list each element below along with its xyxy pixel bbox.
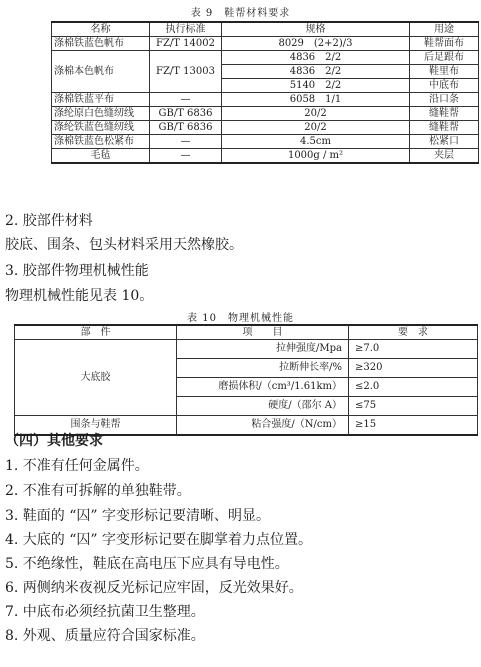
material-use: 沿口条 — [410, 93, 479, 107]
list-item: 8. 外观、质量应符合国家标准。 — [5, 628, 205, 644]
material-standard: — — [150, 149, 222, 164]
material-use: 夹层 — [410, 149, 479, 164]
table10-header-part: 部 件 — [15, 325, 177, 340]
material-spec: 8029 (2+2)/3 — [222, 37, 410, 51]
table10-header-requirement: 要 求 — [349, 325, 478, 340]
list-item: 6. 两侧纳米夜视反光标记应牢固，反光效果好。 — [5, 580, 303, 596]
list-item: 7. 中底布必须经抗菌卫生整理。 — [5, 604, 205, 620]
material-use: 缝鞋帮 — [410, 107, 479, 121]
table9-caption: 表 9 鞋帮材料要求 — [190, 8, 291, 19]
material-name: 涤纶原白色缝纫线 — [52, 107, 150, 121]
component-name: 大底胶 — [15, 340, 177, 416]
material-name: 涤棉铁蓝平布 — [52, 93, 150, 107]
table10-header-item: 项 目 — [177, 325, 349, 340]
material-use: 后足跟布 — [410, 51, 479, 65]
material-use: 鞋帮面布 — [410, 37, 479, 51]
list-item: 4. 大底的 “囚” 字变形标记要在脚掌着力点位置。 — [5, 532, 313, 548]
section3-body: 物理机械性能见表 10。 — [5, 288, 154, 304]
table-row — [52, 37, 479, 51]
property-requirement: ≥15 — [349, 416, 478, 435]
property-item: 拉伸强度/Mpa — [177, 340, 349, 359]
material-standard: FZ/T 13003 — [150, 51, 222, 93]
material-standard: GB/T 6836 — [150, 121, 222, 135]
table9-header-spec: 规格 — [222, 22, 410, 37]
table10-caption: 表 10 物理机械性能 — [187, 313, 294, 324]
material-spec: 5140 2/2 — [222, 79, 410, 93]
section3-heading: 3. 胶部件物理机械性能 — [5, 263, 149, 279]
component-name: 围条与鞋帮 — [15, 416, 177, 435]
material-spec: 20/2 — [222, 107, 410, 121]
table9-header-use: 用途 — [410, 22, 479, 37]
table-row — [52, 51, 479, 65]
list-item: 2. 不准有可拆解的单独鞋带。 — [5, 483, 191, 499]
table9-header-row — [52, 22, 479, 37]
other-requirements-heading: （四）其他要求 — [5, 433, 103, 449]
table-row — [52, 107, 479, 121]
property-item: 硬度/（邵尔 A） — [177, 397, 349, 416]
material-name: 毛毡 — [52, 149, 150, 164]
material-spec: 4836 2/2 — [222, 51, 410, 65]
material-spec: 4836 2/2 — [222, 65, 410, 79]
table-row — [52, 121, 479, 135]
material-standard: — — [150, 93, 222, 107]
material-name: 涤棉铁蓝色松紧布 — [52, 135, 150, 149]
table-row — [52, 93, 479, 107]
property-requirement: ≤75 — [349, 397, 478, 416]
table9-header-name: 名称 — [52, 22, 150, 37]
material-spec: 20/2 — [222, 121, 410, 135]
property-requirement: ≤2.0 — [349, 378, 478, 397]
material-standard: FZ/T 14002 — [150, 37, 222, 51]
material-name: 涤纶铁蓝色缝纫线 — [52, 121, 150, 135]
list-item: 5. 不绝缘性，鞋底在高电压下应具有导电性。 — [5, 556, 289, 572]
table9-header-standard: 执行标准 — [150, 22, 222, 37]
table-row — [52, 149, 479, 164]
material-use: 中底布 — [410, 79, 479, 93]
table-row — [15, 340, 478, 359]
material-name: 涤棉本色帆布 — [52, 51, 150, 93]
property-requirement: ≥320 — [349, 359, 478, 378]
material-spec: 6058 1/1 — [222, 93, 410, 107]
material-spec: 4.5cm — [222, 135, 410, 149]
property-item: 磨损体积/（cm³/1.61km） — [177, 378, 349, 397]
material-standard: — — [150, 135, 222, 149]
material-use: 缝鞋帮 — [410, 121, 479, 135]
property-item: 粘合强度/（N/cm） — [177, 416, 349, 435]
section2-heading: 2. 胶部件材料 — [5, 213, 93, 229]
material-use: 松紧口 — [410, 135, 479, 149]
list-item: 1. 不准有任何金属件。 — [5, 458, 149, 474]
table10 — [14, 324, 478, 436]
table9 — [51, 21, 479, 164]
property-item: 拉断伸长率/% — [177, 359, 349, 378]
property-requirement: ≥7.0 — [349, 340, 478, 359]
material-use: 鞋里布 — [410, 65, 479, 79]
list-item: 3. 鞋面的 “囚” 字变形标记要清晰、明显。 — [5, 508, 271, 524]
table10-header-row — [15, 325, 478, 340]
material-spec: 1000g / m² — [222, 149, 410, 164]
material-standard: GB/T 6836 — [150, 107, 222, 121]
table-row — [52, 135, 479, 149]
material-name: 涤棉铁蓝色帆布 — [52, 37, 150, 51]
section2-body: 胶底、围条、包头材料采用天然橡胶。 — [5, 237, 243, 253]
